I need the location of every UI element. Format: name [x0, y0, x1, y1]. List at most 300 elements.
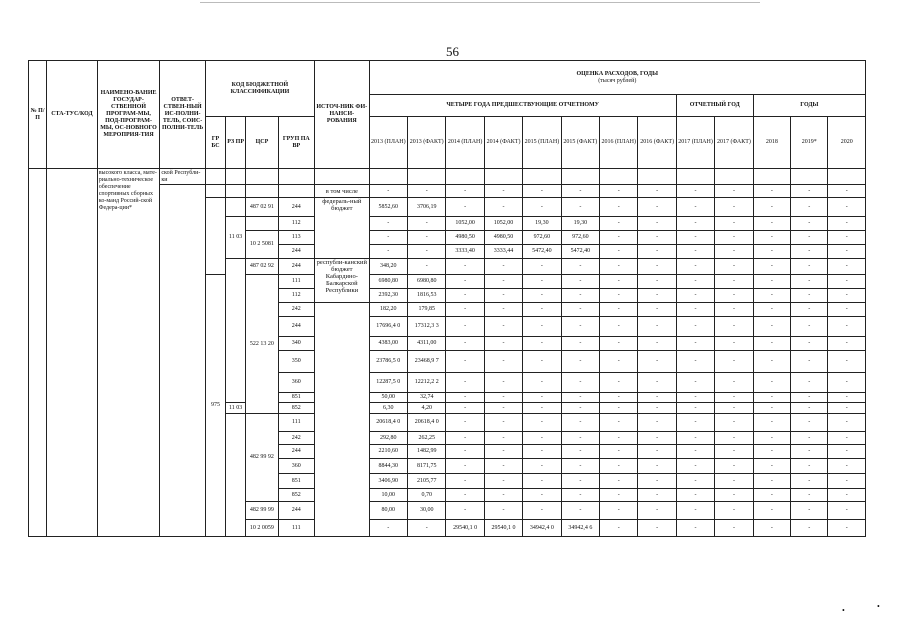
- cell-value: -: [484, 351, 522, 373]
- cell-dash: -: [791, 414, 828, 432]
- cell-vr: 111: [278, 275, 314, 289]
- cell-value: -: [446, 489, 484, 502]
- cell-dash: -: [791, 217, 828, 231]
- cell-dash: -: [600, 245, 638, 259]
- cell-dash: -: [753, 474, 790, 489]
- cell-value: 4311,00: [408, 337, 446, 351]
- cell-dash: -: [828, 185, 866, 198]
- cell-value: -: [446, 275, 484, 289]
- cell-dash: -: [676, 289, 714, 303]
- cell-value: 50,00: [369, 393, 407, 403]
- cell-dash: -: [600, 474, 638, 489]
- cell-vr: 340: [278, 337, 314, 351]
- cell-value: -: [561, 403, 599, 414]
- cell-value: 2392,30: [369, 289, 407, 303]
- cell-dash: -: [600, 445, 638, 459]
- cell-dash: -: [828, 403, 866, 414]
- header-name: НАИМЕНО-ВАНИЕ ГОСУДАР-СТВЕННОЙ ПРОГРАМ-МЫ, ПОД-ПРОГРАМ-МЫ, ОС-НОВНОГО МЕРОПРИЯ-ТИЯ: [97, 61, 160, 169]
- cell-vr: 851: [278, 474, 314, 489]
- cell-value: -: [446, 337, 484, 351]
- cell-dash: -: [753, 275, 790, 289]
- header-2013-plan: 2013 (ПЛАН): [369, 117, 407, 169]
- cell-dash: -: [791, 317, 828, 337]
- cell-value: -: [446, 459, 484, 474]
- cell-dash: -: [600, 303, 638, 317]
- cell-vr: 112: [278, 289, 314, 303]
- cell-dash: -: [715, 185, 753, 198]
- cell-value: -: [446, 445, 484, 459]
- cell-value: -: [369, 245, 407, 259]
- cell-empty: [600, 169, 638, 185]
- cell-vr: 852: [278, 489, 314, 502]
- cell-vr: 242: [278, 303, 314, 317]
- cell-value: -: [523, 459, 561, 474]
- cell-value: 10,00: [369, 489, 407, 502]
- cell-dash: -: [753, 459, 790, 474]
- cell-vr: 111: [278, 414, 314, 432]
- cell-value: -: [561, 489, 599, 502]
- cell-dash: -: [791, 231, 828, 245]
- cell-value: -: [369, 520, 407, 537]
- cell-value: -: [523, 414, 561, 432]
- cell-dash: -: [753, 393, 790, 403]
- cell-dash: -: [600, 520, 638, 537]
- cell-dash: -: [753, 432, 790, 445]
- cell-status: [47, 169, 98, 537]
- cell-dash: -: [791, 393, 828, 403]
- cell-value: 29540,1 0: [446, 520, 484, 537]
- cell-executor-cont: [160, 185, 205, 537]
- cell-value: -: [446, 303, 484, 317]
- header-csr: ЦСР: [246, 117, 278, 169]
- cell-dash: -: [600, 337, 638, 351]
- cell-value: -: [446, 432, 484, 445]
- cell-dash: -: [715, 474, 753, 489]
- cell-dash: -: [638, 185, 676, 198]
- cell-dash: -: [715, 245, 753, 259]
- cell-source-top: [315, 169, 370, 185]
- cell-in-total: в том числе: [315, 185, 370, 198]
- cell-value: 34942,4 6: [561, 520, 599, 537]
- cell-value: 292,80: [369, 432, 407, 445]
- cell-dash: -: [791, 520, 828, 537]
- cell-csr-top: [246, 169, 278, 185]
- cell-rz: 11 03: [226, 217, 246, 259]
- cell-value: 1052,00: [484, 217, 522, 231]
- cell-value: 6980,80: [369, 275, 407, 289]
- cell-dash: -: [715, 502, 753, 520]
- cell-dash: -: [828, 445, 866, 459]
- cell-dash: -: [676, 403, 714, 414]
- cell-empty: [676, 169, 714, 185]
- cell-value: -: [446, 351, 484, 373]
- cell-dash: -: [715, 198, 753, 217]
- cell-dash: -: [828, 520, 866, 537]
- cell-value: -: [369, 231, 407, 245]
- cell-dash: -: [638, 337, 676, 351]
- cell-dash: -: [791, 502, 828, 520]
- cell-dash: -: [408, 185, 446, 198]
- cell-vr: 851: [278, 393, 314, 403]
- cell-dash: -: [715, 275, 753, 289]
- cell-value: -: [561, 337, 599, 351]
- header-2017-plan: 2017 (ПЛАН): [676, 117, 714, 169]
- cell-value: -: [484, 337, 522, 351]
- cell-dash: -: [676, 432, 714, 445]
- cell-value: -: [561, 289, 599, 303]
- cell-value: -: [484, 393, 522, 403]
- cell-value: 20618,4 0: [369, 414, 407, 432]
- cell-dash: -: [676, 275, 714, 289]
- cell-dash: -: [753, 445, 790, 459]
- cell-source-republic: республи-канский бюджет Кабардино-Балкарской Республики: [315, 259, 370, 303]
- cell-value: 5472,40: [523, 245, 561, 259]
- cell-dash: -: [715, 403, 753, 414]
- cell-vr: 242: [278, 432, 314, 445]
- cell-empty: [408, 169, 446, 185]
- cell-dash: -: [638, 445, 676, 459]
- cell-value: -: [561, 259, 599, 275]
- cell-vr: 852: [278, 403, 314, 414]
- cell-dash: -: [828, 489, 866, 502]
- cell-dash: -: [638, 520, 676, 537]
- cell-dash: -: [600, 231, 638, 245]
- cell-empty: [828, 169, 866, 185]
- cell-value: 4,20: [408, 403, 446, 414]
- cell-dash: -: [638, 303, 676, 317]
- cell-dash: -: [600, 217, 638, 231]
- cell-dash: -: [753, 289, 790, 303]
- cell-value: -: [523, 474, 561, 489]
- cell-value: -: [369, 217, 407, 231]
- cell-vr-total: [278, 185, 314, 198]
- cell-rz-top: [226, 169, 246, 185]
- cell-value: 23468,9 7: [408, 351, 446, 373]
- cell-value: 6980,80: [408, 275, 446, 289]
- cell-value: 2210,60: [369, 445, 407, 459]
- cell-dash: -: [638, 459, 676, 474]
- cell-value: 29540,1 0: [484, 520, 522, 537]
- cell-dash: -: [828, 474, 866, 489]
- cell-dash: -: [600, 414, 638, 432]
- cell-dash: -: [638, 393, 676, 403]
- cell-value: -: [484, 432, 522, 445]
- cell-value: 8171,75: [408, 459, 446, 474]
- cell-dash: -: [600, 393, 638, 403]
- cell-value: 34942,4 0: [523, 520, 561, 537]
- cell-value: 972,60: [561, 231, 599, 245]
- cell-executor: ской Республи-ки: [160, 169, 205, 185]
- cell-value: -: [561, 432, 599, 445]
- cell-value: -: [561, 474, 599, 489]
- cell-value: -: [561, 317, 599, 337]
- cell-grbs-top: [205, 169, 225, 185]
- cell-value: -: [484, 198, 522, 217]
- header-years: ГОДЫ: [753, 95, 865, 117]
- cell-grbs-empty: [205, 198, 225, 275]
- header-report-year: ОТЧЕТНЫЙ ГОД: [676, 95, 753, 117]
- cell-value: 3706,19: [408, 198, 446, 217]
- cell-dash: -: [715, 393, 753, 403]
- cell-dash: -: [676, 303, 714, 317]
- cell-value: 3333,44: [484, 245, 522, 259]
- cell-dash: -: [676, 198, 714, 217]
- cell-value: -: [408, 259, 446, 275]
- cell-value: 182,20: [369, 303, 407, 317]
- cell-dash: -: [828, 259, 866, 275]
- cell-csr: 482 99 99: [246, 502, 278, 520]
- header-status: СТА-ТУС/КОД: [47, 61, 98, 169]
- cell-dash: -: [753, 337, 790, 351]
- cell-dash: -: [791, 259, 828, 275]
- cell-dash: -: [600, 275, 638, 289]
- cell-value: -: [523, 445, 561, 459]
- cell-value: 3406,90: [369, 474, 407, 489]
- cell-dash: -: [676, 373, 714, 393]
- cell-value: -: [561, 351, 599, 373]
- cell-dash: -: [638, 289, 676, 303]
- cell-dash: -: [828, 245, 866, 259]
- cell-value: -: [523, 275, 561, 289]
- cell-dash: -: [638, 245, 676, 259]
- cell-value: 348,20: [369, 259, 407, 275]
- cell-value: 3333,40: [446, 245, 484, 259]
- cell-value: -: [523, 289, 561, 303]
- cell-dash: -: [676, 231, 714, 245]
- cell-value: -: [523, 432, 561, 445]
- cell-dash: -: [715, 337, 753, 351]
- cell-dash: -: [791, 303, 828, 317]
- cell-dash: -: [753, 231, 790, 245]
- cell-dash: -: [446, 185, 484, 198]
- cell-dash: -: [676, 414, 714, 432]
- cell-dash: -: [561, 185, 599, 198]
- header-estimate-title: ОЦЕНКА РАСХОДОВ, ГОДЫ: [576, 70, 659, 77]
- cell-source-empty: [315, 303, 370, 537]
- cell-dash: -: [600, 185, 638, 198]
- cell-empty: [523, 169, 561, 185]
- cell-dash: -: [638, 317, 676, 337]
- cell-dash: -: [753, 185, 790, 198]
- header-executor: ОТВЕТ-СТВЕН-НЫЙ ИС-ПОЛНИ-ТЕЛЬ, СОИС-ПОЛНИ-ТЕЛЬ: [160, 61, 205, 169]
- scan-edge-line: [200, 2, 760, 3]
- header-2016-plan: 2016 (ПЛАН): [600, 117, 638, 169]
- cell-value: -: [446, 474, 484, 489]
- cell-dash: -: [676, 317, 714, 337]
- cell-value: 2105,77: [408, 474, 446, 489]
- header-source: ИСТОЧ-НИК ФИ-НАНСИ-РОВАНИЯ: [315, 61, 370, 169]
- cell-dash: -: [600, 489, 638, 502]
- cell-dash: -: [676, 489, 714, 502]
- cell-value: -: [484, 317, 522, 337]
- cell-empty: [715, 169, 753, 185]
- cell-value: -: [523, 351, 561, 373]
- cell-empty: [791, 169, 828, 185]
- cell-dash: -: [676, 217, 714, 231]
- cell-empty: [561, 169, 599, 185]
- cell-vr: 244: [278, 259, 314, 275]
- cell-dash: -: [828, 373, 866, 393]
- cell-value: 32,74: [408, 393, 446, 403]
- cell-dash: -: [791, 185, 828, 198]
- cell-dash: -: [600, 317, 638, 337]
- cell-value: -: [523, 502, 561, 520]
- header-2020: 2020: [828, 117, 866, 169]
- cell-dash: -: [791, 373, 828, 393]
- cell-value: 4980,50: [446, 231, 484, 245]
- cell-vr: 113: [278, 231, 314, 245]
- cell-dash: -: [638, 474, 676, 489]
- cell-dash: -: [828, 275, 866, 289]
- cell-dash: -: [600, 432, 638, 445]
- cell-value: -: [561, 198, 599, 217]
- cell-dash: -: [791, 445, 828, 459]
- cell-dash: -: [753, 351, 790, 373]
- header-2014-plan: 2014 (ПЛАН): [446, 117, 484, 169]
- cell-dash: -: [676, 474, 714, 489]
- cell-value: 12287,5 0: [369, 373, 407, 393]
- cell-dash: -: [828, 231, 866, 245]
- cell-value: -: [446, 259, 484, 275]
- cell-value: -: [523, 403, 561, 414]
- cell-dash: -: [791, 474, 828, 489]
- cell-rz-total: [226, 185, 246, 198]
- cell-dash: -: [828, 217, 866, 231]
- header-2015-plan: 2015 (ПЛАН): [523, 117, 561, 169]
- cell-dash: -: [753, 502, 790, 520]
- cell-csr: 10 2 0059: [246, 520, 278, 537]
- cell-dash: -: [753, 489, 790, 502]
- cell-dash: -: [715, 459, 753, 474]
- cell-dash: -: [600, 459, 638, 474]
- cell-dash: -: [753, 198, 790, 217]
- cell-csr-empty: [246, 217, 278, 231]
- cell-dash: -: [638, 432, 676, 445]
- cell-dash: -: [715, 445, 753, 459]
- cell-vr: 350: [278, 351, 314, 373]
- cell-value: 30,00: [408, 502, 446, 520]
- cell-dash: -: [791, 198, 828, 217]
- cell-empty: [753, 169, 790, 185]
- cell-value: 19,30: [523, 217, 561, 231]
- cell-dash: -: [791, 289, 828, 303]
- cell-rz-empty: [226, 259, 246, 403]
- cell-value: 5472,40: [561, 245, 599, 259]
- cell-dash: -: [715, 373, 753, 393]
- cell-value: 17312,3 3: [408, 317, 446, 337]
- header-estimate: [369, 61, 865, 95]
- cell-grbs-total: [205, 185, 225, 198]
- cell-value: -: [484, 373, 522, 393]
- cell-value: 5852,60: [369, 198, 407, 217]
- cell-dash: -: [828, 502, 866, 520]
- cell-dash: -: [753, 403, 790, 414]
- cell-dash: -: [638, 502, 676, 520]
- cell-value: -: [446, 373, 484, 393]
- header-estimate-unit: (тысяч рублей): [598, 77, 637, 84]
- cell-empty: [369, 169, 407, 185]
- cell-value: 17696,4 0: [369, 317, 407, 337]
- cell-value: -: [523, 303, 561, 317]
- cell-value: -: [484, 303, 522, 317]
- cell-value: -: [446, 403, 484, 414]
- cell-dash: -: [715, 217, 753, 231]
- cell-dash: -: [828, 303, 866, 317]
- cell-dash: -: [791, 337, 828, 351]
- expenditure-table: [28, 60, 866, 537]
- cell-value: -: [484, 275, 522, 289]
- header-rzpr: РЗ ПР: [226, 117, 246, 169]
- cell-value: 12212,2 2: [408, 373, 446, 393]
- cell-value: -: [561, 303, 599, 317]
- cell-dash: -: [715, 259, 753, 275]
- cell-value: -: [484, 259, 522, 275]
- cell-vr: 244: [278, 198, 314, 217]
- cell-dash: -: [676, 445, 714, 459]
- cell-dash: -: [791, 351, 828, 373]
- cell-value: -: [446, 414, 484, 432]
- cell-dash: -: [753, 303, 790, 317]
- cell-dash: -: [638, 231, 676, 245]
- cell-dash: -: [638, 198, 676, 217]
- cell-dash: -: [676, 245, 714, 259]
- cell-value: 4980,50: [484, 231, 522, 245]
- cell-dash: -: [638, 275, 676, 289]
- cell-value: -: [446, 393, 484, 403]
- cell-dash: -: [828, 414, 866, 432]
- cell-dash: -: [638, 489, 676, 502]
- cell-dash: -: [676, 259, 714, 275]
- cell-value: -: [523, 393, 561, 403]
- cell-value: -: [523, 317, 561, 337]
- cell-dash: -: [753, 217, 790, 231]
- cell-value: -: [523, 489, 561, 502]
- cell-value: -: [523, 198, 561, 217]
- header-2016-fact: 2016 (ФАКТ): [638, 117, 676, 169]
- cell-value: -: [523, 373, 561, 393]
- cell-value: 0,70: [408, 489, 446, 502]
- cell-dash: -: [638, 351, 676, 373]
- scan-mark: •: [877, 602, 880, 611]
- cell-value: -: [484, 289, 522, 303]
- cell-dash: -: [676, 459, 714, 474]
- cell-dash: -: [715, 489, 753, 502]
- cell-dash: -: [791, 489, 828, 502]
- cell-dash: -: [753, 414, 790, 432]
- cell-value: -: [484, 474, 522, 489]
- cell-value: 179,85: [408, 303, 446, 317]
- cell-csr: 482 99 92: [246, 414, 278, 502]
- cell-vr: 112: [278, 217, 314, 231]
- cell-value: 1816,53: [408, 289, 446, 303]
- cell-dash: -: [638, 414, 676, 432]
- cell-value: -: [408, 231, 446, 245]
- cell-dash: -: [753, 317, 790, 337]
- cell-empty: [446, 169, 484, 185]
- cell-empty: [638, 169, 676, 185]
- cell-dash: -: [828, 289, 866, 303]
- cell-csr-total: [246, 185, 278, 198]
- cell-value: -: [484, 414, 522, 432]
- cell-dash: -: [638, 403, 676, 414]
- header-2019: 2019*: [791, 117, 828, 169]
- header-grbs: ГР БС: [205, 117, 225, 169]
- cell-dash: -: [484, 185, 522, 198]
- cell-dash: -: [676, 393, 714, 403]
- cell-dash: -: [676, 520, 714, 537]
- cell-csr: 522 13 20: [246, 275, 278, 414]
- cell-value: -: [561, 373, 599, 393]
